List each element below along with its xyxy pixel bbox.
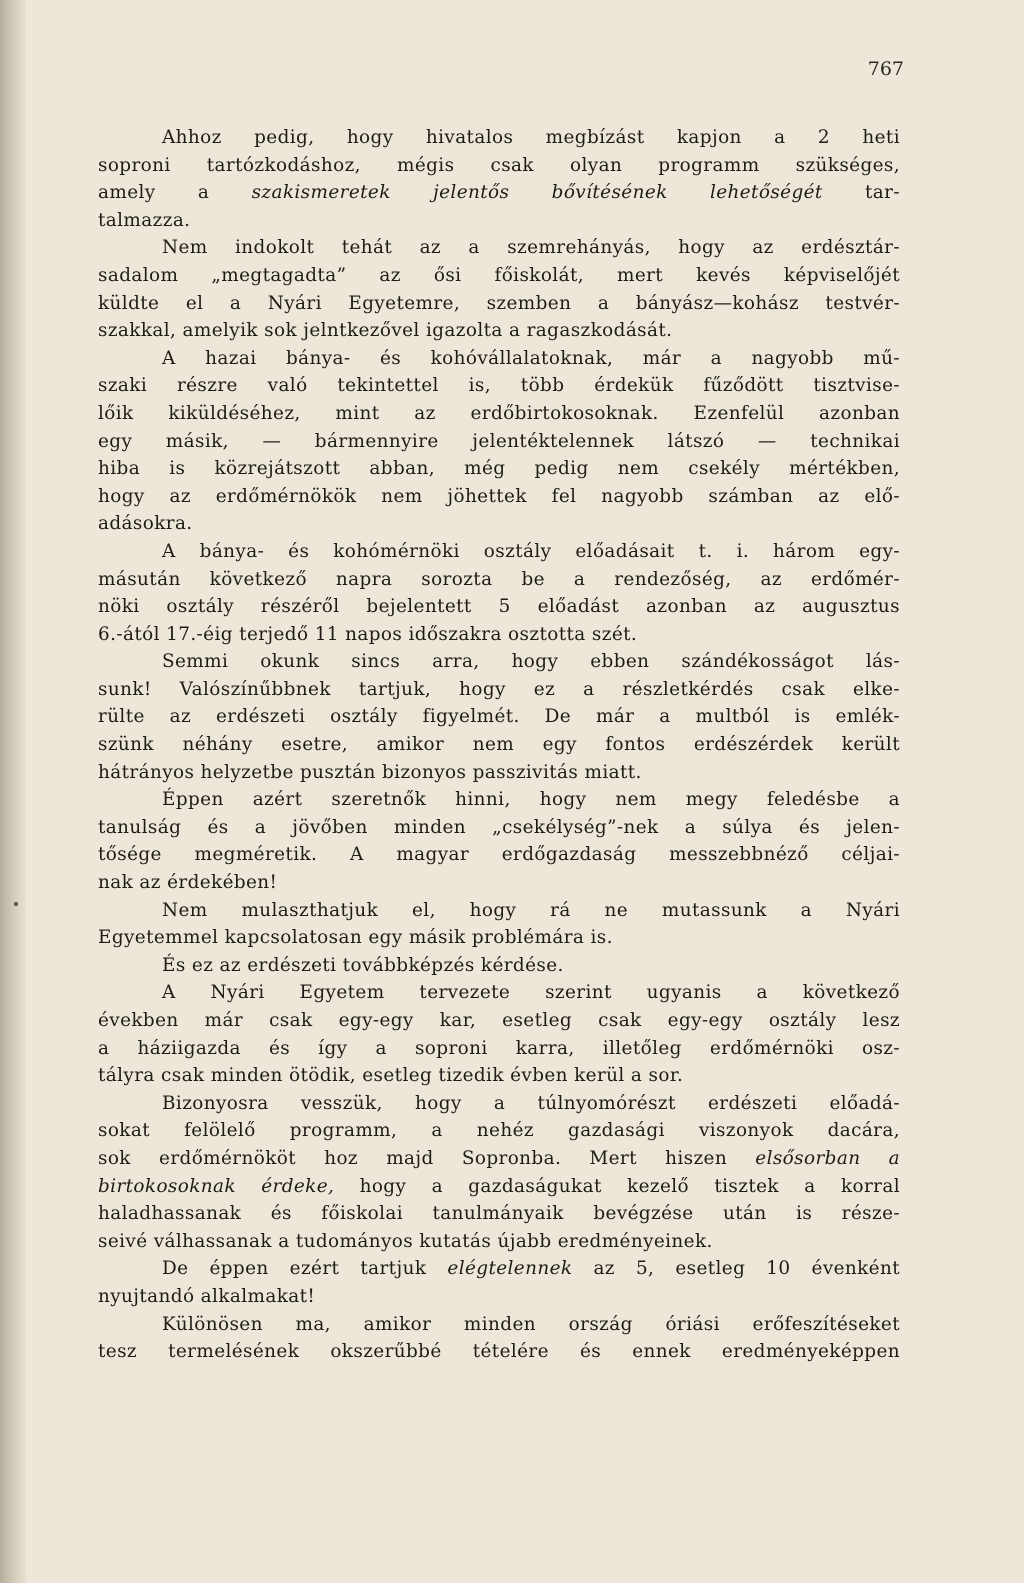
text-line: a háziigazda és így a soproni karra, illetőleg erdőmérnöki osz- [98, 1037, 900, 1059]
text-line: Különösen ma, amikor minden ország óriási erőfeszítéseket [162, 1313, 900, 1335]
text-line: szakkal, amelyik sok jelntkezővel igazolta a ragaszkodását. [98, 320, 673, 342]
text-line: Ahhoz pedig, hogy hivatalos megbízást kapjon a 2 heti [162, 127, 900, 148]
text-line: 6.-ától 17.-éig terjedő 11 napos időszakra osztotta szét. [98, 623, 638, 645]
italic-text: elégtelennek [447, 1258, 573, 1280]
text-segment: hogy a gazdaságukat kezelő tisztek a korral [334, 1175, 900, 1197]
body-text [98, 124, 900, 1366]
text-line: sadalom „megtagadta” az ősi főiskolát, mert kevés képviselőjét [98, 264, 900, 286]
text-line: hiba is közrejátszott abban, még pedig nem csekély mértékben, [98, 458, 900, 480]
text-line: hátrányos helyzetbe pusztán bizonyos passzivitás miatt. [98, 761, 642, 783]
text-segment: amely a [98, 182, 252, 204]
text-line: másután következő napra sorozta be a rendezőség, az erdőmér- [98, 568, 900, 590]
text-line: lőik kiküldéséhez, mint az erdőbirtokosoknak. Ezenfelül azonban [98, 402, 900, 424]
italic-text: elsősorban a [755, 1147, 900, 1169]
text-line: adásokra. [98, 513, 193, 535]
text-segment: az 5, esetleg 10 évenként [572, 1258, 901, 1280]
margin-dot [14, 902, 18, 906]
text-segment: tar- [822, 182, 900, 204]
text-line [98, 1145, 900, 1173]
text-line: A hazai bánya- és kohóvállalatoknak, már a nagyobb mű- [162, 347, 900, 369]
text-line: A Nyári Egyetem tervezete szerint ugyanis a következő [162, 982, 900, 1004]
italic-text: szakismeretek jelentős bővítésének lehetőségét [251, 182, 823, 204]
text-line: tesz termelésének okszerűbbé tételére és ennek eredményeképpen [98, 1341, 900, 1363]
text-line: szünk néhány esetre, amikor nem egy fontos erdészérdek került [98, 734, 900, 756]
text-line: nöki osztály részéről bejelentett 5 előadást azonban az augusztus [98, 596, 900, 618]
text-line: Semmi okunk sincs arra, hogy ebben szándékosságot lás- [162, 651, 900, 673]
text-line: szaki részre való tekintettel is, több érdekük fűződött tisztvise- [98, 375, 900, 397]
page-gutter-shadow [0, 0, 26, 1583]
text-line: egy másik, — bármennyire jelentéktelennek látszó — technikai [98, 430, 900, 452]
text-line [98, 179, 900, 207]
text-segment: sok erdőmérnököt hoz majd Sopronba. Mert hiszen [98, 1147, 756, 1169]
text-line: években már csak egy-egy kar, esetleg csak egy-egy osztály lesz [98, 1010, 900, 1031]
text-line: Nem mulaszthatjuk el, hogy rá ne mutassunk a Nyári [162, 899, 900, 921]
text-line: tanulság és a jövőben minden „csekélység”-nek a súlya és jelen- [98, 816, 900, 838]
text-line: seivé válhassanak a tudományos kutatás újabb eredményeinek. [98, 1230, 713, 1252]
text-line: Bizonyosra vesszük, hogy a túlnyomórészt erdészeti előadá- [162, 1092, 900, 1114]
text-line: Nem indokolt tehát az a szemrehányás, hogy az erdésztár- [162, 237, 900, 259]
text-line: nak az érdekében! [98, 872, 278, 894]
text-line: tályra csak minden ötödik, esetleg tizedik évben kerül a sor. [98, 1065, 684, 1087]
text-line: És ez az erdészeti továbbképzés kérdése. [162, 954, 564, 976]
text-line: Egyetemmel kapcsolatosan egy másik problémára is. [98, 927, 613, 949]
text-line [98, 1173, 900, 1201]
text-line: rülte az erdészeti osztály figyelmét. De már a multból is emlék- [98, 706, 900, 728]
page-number: 767 [867, 58, 904, 80]
text-line: haladhassanak és főiskolai tanulmányaik bevégzése után is része- [98, 1203, 900, 1225]
text-line: küldte el a Nyári Egyetemre, szemben a bányász—kohász testvér- [98, 292, 900, 314]
text-line: soproni tartózkodáshoz, mégis csak olyan programm szükséges, [98, 154, 900, 176]
text-line [98, 1255, 900, 1283]
text-segment: De éppen ezért tartjuk [162, 1258, 448, 1280]
text-line: hogy az erdőmérnökök nem jöhettek fel nagyobb számban az elő- [98, 485, 900, 507]
text-line: sunk! Valószínűbbnek tartjuk, hogy ez a részletkérdés csak elke- [98, 678, 900, 700]
text-line: nyujtandó alkalmakat! [98, 1285, 316, 1307]
italic-text: birtokosoknak érdeke, [98, 1175, 335, 1197]
text-line: A bánya- és kohómérnöki osztály előadásait t. i. három egy- [162, 540, 900, 562]
text-line: Éppen azért szeretnők hinni, hogy nem megy feledésbe a [162, 789, 900, 811]
text-line: talmazza. [98, 209, 191, 231]
text-line: sokat felölelő programm, a nehéz gazdasági viszonyok dacára, [98, 1120, 900, 1142]
text-line: tősége megméretik. A magyar erdőgazdaság messzebbnéző céljai- [98, 844, 900, 866]
